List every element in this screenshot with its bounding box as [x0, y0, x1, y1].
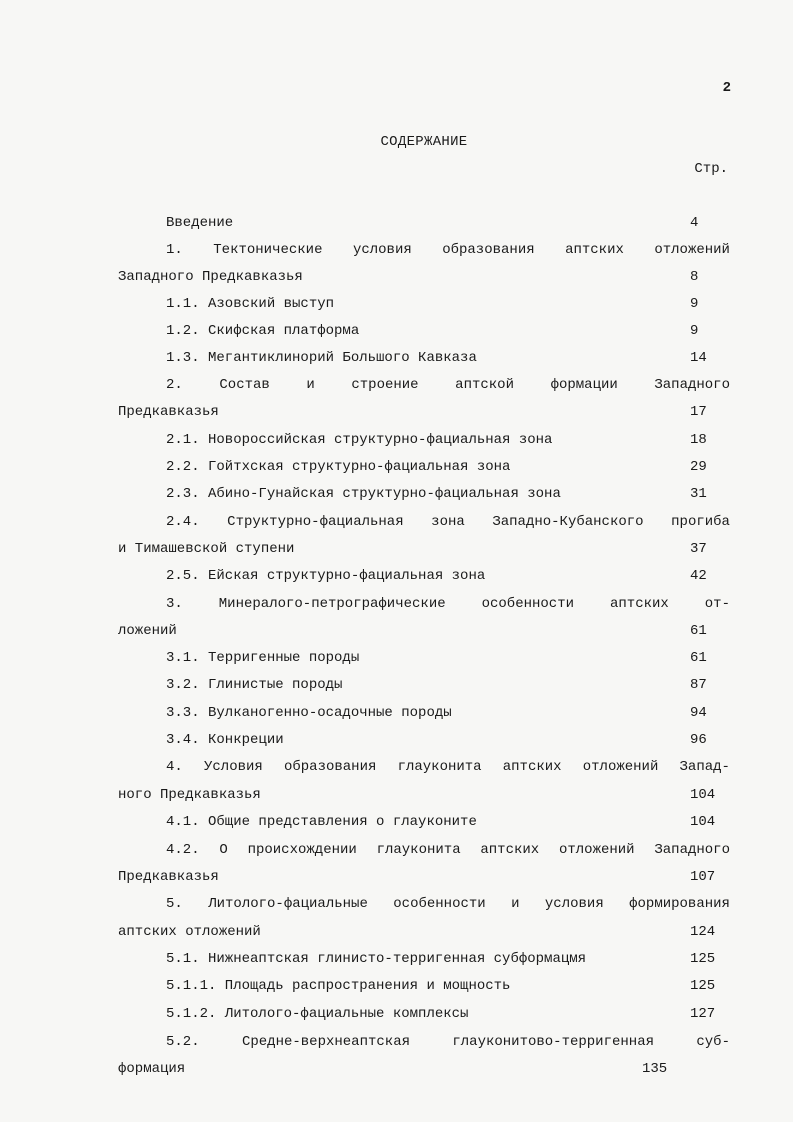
toc-entry-page: 107 — [690, 869, 716, 885]
toc-entry-page: 14 — [690, 350, 707, 366]
toc-entry — [0, 485, 793, 503]
toc-entry-page: 125 — [690, 951, 716, 967]
toc-entry — [0, 950, 793, 968]
toc-entry — [0, 567, 793, 585]
toc-entry-title-line1 — [166, 895, 730, 913]
toc-entry-title-line1 — [166, 758, 730, 776]
toc-entry-title: 1.3. Мегантиклинорий Большого Кавказа — [166, 350, 477, 366]
toc-entry-title-line1 — [166, 1033, 730, 1051]
toc-word: Запад- — [679, 759, 730, 775]
toc-entry — [0, 268, 793, 286]
toc-entry-page: 4 — [690, 215, 699, 231]
toc-entry-title: 3.3. Вулканогенно-осадочные породы — [166, 705, 452, 721]
toc-word: 4. — [166, 759, 183, 775]
toc-word: Минералого-петрографические — [218, 596, 446, 612]
toc-entry-title-line2: Предкавказья — [118, 404, 219, 420]
toc-entry-page: 96 — [690, 732, 707, 748]
toc-entry — [0, 704, 793, 722]
toc-word: 5.2. — [166, 1034, 200, 1050]
page-number: 2 — [722, 80, 731, 96]
toc-word: отложений — [654, 242, 730, 258]
toc-word: 2. — [166, 377, 183, 393]
toc-word: аптских — [480, 842, 540, 858]
toc-entry — [0, 214, 793, 232]
toc-entry — [0, 868, 793, 886]
toc-entry-page: 9 — [690, 296, 699, 312]
toc-entry-page: 31 — [690, 486, 707, 502]
toc-word: 5. — [166, 896, 183, 912]
toc-entry-page: 42 — [690, 568, 707, 584]
toc-entry-title-line1 — [166, 241, 730, 259]
toc-entry-title-line2: ного Предкавказья — [118, 787, 261, 803]
toc-entry — [0, 731, 793, 749]
toc-word: 2.4. — [166, 514, 200, 530]
toc-word: от- — [704, 596, 730, 612]
toc-entry — [0, 649, 793, 667]
toc-entry-page: 8 — [690, 269, 699, 285]
toc-entry — [0, 977, 793, 995]
toc-entry — [0, 622, 793, 640]
toc-entry-page: 29 — [690, 459, 707, 475]
toc-entry-title: 3.1. Терригенные породы — [166, 650, 360, 666]
toc-word: и — [306, 377, 315, 393]
toc-entry-title: 2.3. Абино-Гунайская структурно-фациальная зона — [166, 486, 561, 502]
toc-word: отложений — [558, 842, 635, 858]
toc-entry-title: 3.4. Конкреции — [166, 732, 284, 748]
toc-entry-title: 5.1.1. Площадь распространения и мощность — [166, 978, 511, 994]
toc-entry-page: 135 — [642, 1061, 668, 1077]
toc-word: 1. — [166, 242, 183, 258]
toc-entry-title: 1.2. Скифская платформа — [166, 323, 360, 339]
page-column-header: Стр. — [694, 161, 728, 177]
toc-entry-page: 104 — [690, 787, 716, 803]
toc-entry-title-line1 — [166, 595, 730, 613]
toc-word: отложений — [582, 759, 659, 775]
toc-word: условия — [544, 896, 604, 912]
toc-entry-title-line2: формация — [118, 1061, 186, 1077]
toc-entry — [0, 458, 793, 476]
toc-word: особенности — [481, 596, 575, 612]
toc-word: суб- — [696, 1034, 730, 1050]
toc-word: условия — [352, 242, 412, 258]
toc-word: глауконитово-терригенная — [452, 1034, 654, 1050]
toc-word: глауконита — [397, 759, 482, 775]
toc-word: образования — [442, 242, 535, 258]
toc-word: Западного — [654, 842, 730, 858]
toc-word: зона — [431, 514, 465, 530]
toc-entry-page: 9 — [690, 323, 699, 339]
toc-entry-title: 1.1. Азовский выступ — [166, 296, 335, 312]
toc-entry-title-line2: Западного Предкавказья — [118, 269, 303, 285]
toc-entry-page: 125 — [690, 978, 716, 994]
toc-word: Литолого-фациальные — [208, 896, 368, 912]
toc-entry — [0, 322, 793, 340]
toc-word: О — [219, 842, 228, 858]
toc-entry-title: 5.1.2. Литолого-фациальные комплексы — [166, 1006, 469, 1022]
toc-entry — [0, 349, 793, 367]
toc-entry-title-line1 — [166, 513, 730, 531]
toc-word: Тектонические — [213, 242, 323, 258]
toc-entry — [0, 431, 793, 449]
toc-word: строение — [351, 377, 419, 393]
toc-entry-page: 18 — [690, 432, 707, 448]
toc-word: аптских — [609, 596, 669, 612]
toc-entry-page: 94 — [690, 705, 707, 721]
toc-word: происхождении — [247, 842, 357, 858]
toc-entry — [0, 1060, 793, 1078]
toc-entry-title-line2: ложений — [118, 623, 177, 639]
toc-word: Структурно-фациальная — [227, 514, 404, 530]
toc-entry-title: Введение — [166, 215, 234, 231]
toc-entry — [0, 1005, 793, 1023]
toc-word: и — [511, 896, 520, 912]
toc-entry-title: 5.1. Нижнеаптская глинисто-терригенная субформацмя — [166, 951, 587, 967]
toc-word: 4.2. — [166, 842, 200, 858]
toc-word: формирования — [629, 896, 730, 912]
toc-entry-title-line2: аптских отложений — [118, 924, 261, 940]
page-title: СОДЕРЖАНИЕ — [380, 134, 468, 150]
toc-entry-title: 2.5. Ейская структурно-фациальная зона — [166, 568, 486, 584]
toc-word: Условия — [203, 759, 263, 775]
toc-word: аптских — [565, 242, 624, 258]
toc-entry-title-line1 — [166, 376, 730, 394]
toc-word: Западно-Кубанского — [492, 514, 644, 530]
toc-entry — [0, 923, 793, 941]
toc-entry — [0, 403, 793, 421]
toc-entry-page: 61 — [690, 650, 707, 666]
toc-word: глауконита — [376, 842, 461, 858]
toc-word: прогиба — [671, 514, 730, 530]
toc-entry — [0, 676, 793, 694]
toc-entry-page: 124 — [690, 924, 716, 940]
toc-word: Средне-верхнеаптская — [241, 1034, 410, 1050]
toc-entry-title-line2: и Тимашевской ступени — [118, 541, 295, 557]
toc-word: аптских — [502, 759, 562, 775]
toc-entry-title: 3.2. Глинистые породы — [166, 677, 343, 693]
toc-entry — [0, 295, 793, 313]
toc-entry — [0, 540, 793, 558]
toc-entry-page: 61 — [690, 623, 707, 639]
toc-entry — [0, 786, 793, 804]
toc-entry-page: 127 — [690, 1006, 716, 1022]
toc-entry-page: 37 — [690, 541, 707, 557]
toc-word: Западного — [654, 377, 730, 393]
toc-entry-page: 87 — [690, 677, 707, 693]
toc-entry-title: 2.2. Гойтхская структурно-фациальная зона — [166, 459, 511, 475]
toc-word: образования — [283, 759, 377, 775]
toc-entry-title: 4.1. Общие представления о глауконите — [166, 814, 477, 830]
toc-word: аптской — [455, 377, 514, 393]
toc-word: 3. — [166, 596, 183, 612]
toc-entry-page: 104 — [690, 814, 716, 830]
toc-word: формации — [550, 377, 618, 393]
toc-word: Состав — [219, 377, 270, 393]
toc-entry-title-line1 — [166, 841, 730, 859]
toc-word: особенности — [393, 896, 486, 912]
toc-entry-page: 17 — [690, 404, 707, 420]
toc-entry — [0, 813, 793, 831]
toc-entry-title-line2: Предкавказья — [118, 869, 219, 885]
toc-entry-title: 2.1. Новороссийская структурно-фациальная зона — [166, 432, 553, 448]
